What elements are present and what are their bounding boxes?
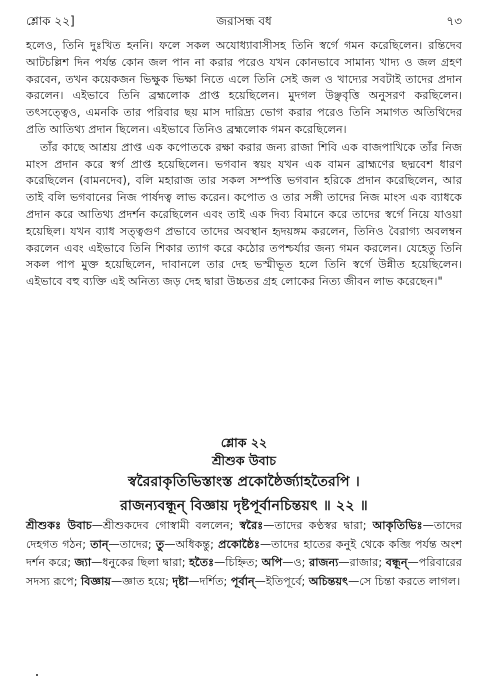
synonym-meaning: তাদের; <box>119 537 152 551</box>
synonym-term: তান্ <box>90 537 109 551</box>
synonym-term: দৃষ্টা <box>172 574 189 588</box>
header-verse-ref: শ্লোক ২২] <box>26 14 75 28</box>
synonym-meaning: শ্রীশুকদেব গোস্বামী বললেন; <box>102 519 234 532</box>
synonym-meaning: তাদের দেহগত গঠন; <box>26 519 463 551</box>
synonym-meaning: চিহ্নিত; <box>225 556 259 570</box>
synonym-meaning: অধিকন্তু; <box>175 537 214 551</box>
verse-line-2: রাজন্যবন্ধূন্ বিজ্ঞায় দৃষ্টপূর্বানচিন্তয়ৎ ॥ ২২ ॥ <box>120 498 368 514</box>
synonym-meaning: রাজার; <box>349 556 383 570</box>
synonym-meaning: তাদের কণ্ঠস্বর দ্বারা; <box>274 519 367 532</box>
synonym-meaning: ইতিপূর্বে; <box>265 574 306 588</box>
verse-line-1: স্বরৈরাকৃতিভিস্তাংস্ত প্রকোষ্ঠৈর্জ্যাহতৈরপি । <box>128 474 360 490</box>
purport-paragraph-2: তাঁর কাছে আশ্রয় প্রাপ্ত এক কপোতকে রক্ষা করার জন্য রাজা শিবি এক বাজপাখিকে তাঁর নিজ মাংস প্রদান করে স্বর্গ প্রাপ্ত হয়েছিলেন। ভগবান স্বয়ং যখন এক বামন ব্রাহ্মণের ছদ্মবেশ ধারণ করেছিলেন (বামনদেব), বলি মহারাজ তার সকল সম্পত্তি ভগবান হরিকে প্রদান করেছিলেন, আর তাই বলি ভগবানের নিজ পার্ষদত্ব লাভ করেন। কপোত ও তার সঙ্গী তাদের নিজ মাংস এক ব্যাধকে প্রদান করে আতিথ্য প্রদর্শন করেছিলেন এবং তাই এক দিব্য বিমানে করে তাদের স্বর্গে নিয়ে যাওয়া হয়েছিল। যখন ব্যাধ সত্ত্বগুণ প্রভাবে তাদের অবস্থান হৃদয়ঙ্গম করলেন, তিনিও বৈরাগ্য অবলম্বন করলেন এবং এইভাবে তিনি শিকার ত্যাগ করে কঠোর তপশ্চর্যার জন্য গমন করলেন। যেহেতু তিনি সকল পাপ মুক্ত হয়েছিলেন, দাবানলে তার দেহ ভস্মীভূত হলে তিনি স্বর্গে উন্নীত হয়েছিলেন। এইভাবে বহু ব্যক্তি এই অনিত্য জড় দেহ দ্বারা উচ্চতর গ্রহ লোকের নিত্য জীবন লাভ করেছেন।" <box>26 140 462 289</box>
synonym-term: অপি <box>261 556 283 570</box>
synonym-term: হতৈঃ <box>189 556 215 570</box>
synonym-term: জ্যা <box>74 556 92 570</box>
verse-block <box>26 434 462 518</box>
synonym-term: রাজন্য <box>309 556 339 570</box>
synonym-term: অচিন্তয়ৎ <box>308 574 349 588</box>
synonym-meaning: সে চিন্তা করতে লাগল। <box>359 574 461 588</box>
synonym-term: পূর্বান্ <box>230 574 255 588</box>
verse-speaker: শ্রীশুক উবাচ <box>212 453 276 468</box>
synonym-meaning: দর্শিত; <box>199 574 228 588</box>
synonym-meaning: জ্ঞাত হয়ে; <box>122 574 169 588</box>
synonym-term: প্রকোষ্ঠৈঃ <box>218 537 260 551</box>
verse-label: শ্লোক ২২ <box>220 435 268 450</box>
synonym-term: শ্রীশুকঃ উবাচ <box>26 519 92 532</box>
synonym-term: বন্ধূন্ <box>385 556 408 570</box>
running-header <box>26 13 462 31</box>
header-chapter-title: জরাসন্ধ বধ <box>216 14 272 28</box>
purport-text <box>26 38 462 291</box>
synonym-term: তু <box>155 537 165 551</box>
synonym-meaning: তাদের হাতের কনুই থেকে কব্জি পর্যন্ত অংশ দর্শন করে; <box>26 537 463 570</box>
purport-paragraph-1: হলেও, তিনি দুঃখিত হননি। ফলে সকল অযোধ্যাবাসীসহ তিনি স্বর্গে গমন করেছিলেন। রন্তিদেব আটচল্লিশ দিন পর্যন্ত কোন জল পান না করার পরেও যখন কোনভাবে সামান্য খাদ্য ও জল গ্রহণ করবেন, তখন কয়েকজন ভিক্ষুক ভিক্ষা নিতে এলে তিনি সেই জল ও খাদ্যের সবটাই তাদের প্রদান করলেন। এইভাবে তিনি ব্রহ্মলোক প্রাপ্ত হয়েছিলেন। মুদগল উঞ্ছবৃত্তি অনুসরণ করছিলেন। তৎসত্ত্বেও, এমনকি তার পরিবার ছয় মাস দারিদ্র্য ভোগ করার পরেও তিনি সমাগত অতিথিদের প্রতি আতিথ্য প্রদান ছিলেন। এইভাবে তিনিও ব্রহ্মলোক গমন করেছিলেন। <box>26 39 462 136</box>
synonym-meaning: পরিবারের সদস্য রূপে; <box>26 556 462 588</box>
header-page-number: ৭৩ <box>446 14 462 28</box>
print-speck <box>36 674 38 676</box>
synonym-meaning: ও; <box>293 556 306 570</box>
synonym-term: আকৃতিভিঃ <box>372 519 423 532</box>
synonym-meaning: ধনুকের ছিলা দ্বারা; <box>102 556 186 570</box>
synonym-term: স্বরৈঃ <box>239 519 264 532</box>
synonym-term: বিজ্ঞায় <box>81 574 112 588</box>
word-for-word-synonyms: শ্রীশুকঃ উবাচ—শ্রীশুকদেব গোস্বামী বললেন; স্বরৈঃ—তাদের কণ্ঠস্বর দ্বারা; আকৃতিভিঃ—তাদের দেহগত গঠন; তান্—তাদের; তু—অধিকন্তু; প্রকোষ্ঠৈঃ—তাদের হাতের কনুই থেকে কব্জি পর্যন্ত অংশ দর্শন করে; জ্যা—ধনুকের ছিলা দ্বারা; হতৈঃ—চিহ্নিত; অপি—ও; রাজন্য—রাজার; বন্ধূন্—পরিবারের সদস্য রূপে; বিজ্ঞায়—জ্ঞাত হয়ে; দৃষ্টা—দর্শিত; পূর্বান্—ইতিপূর্বে; অচিন্তয়ৎ—সে চিন্তা করতে লাগল। <box>26 519 463 588</box>
